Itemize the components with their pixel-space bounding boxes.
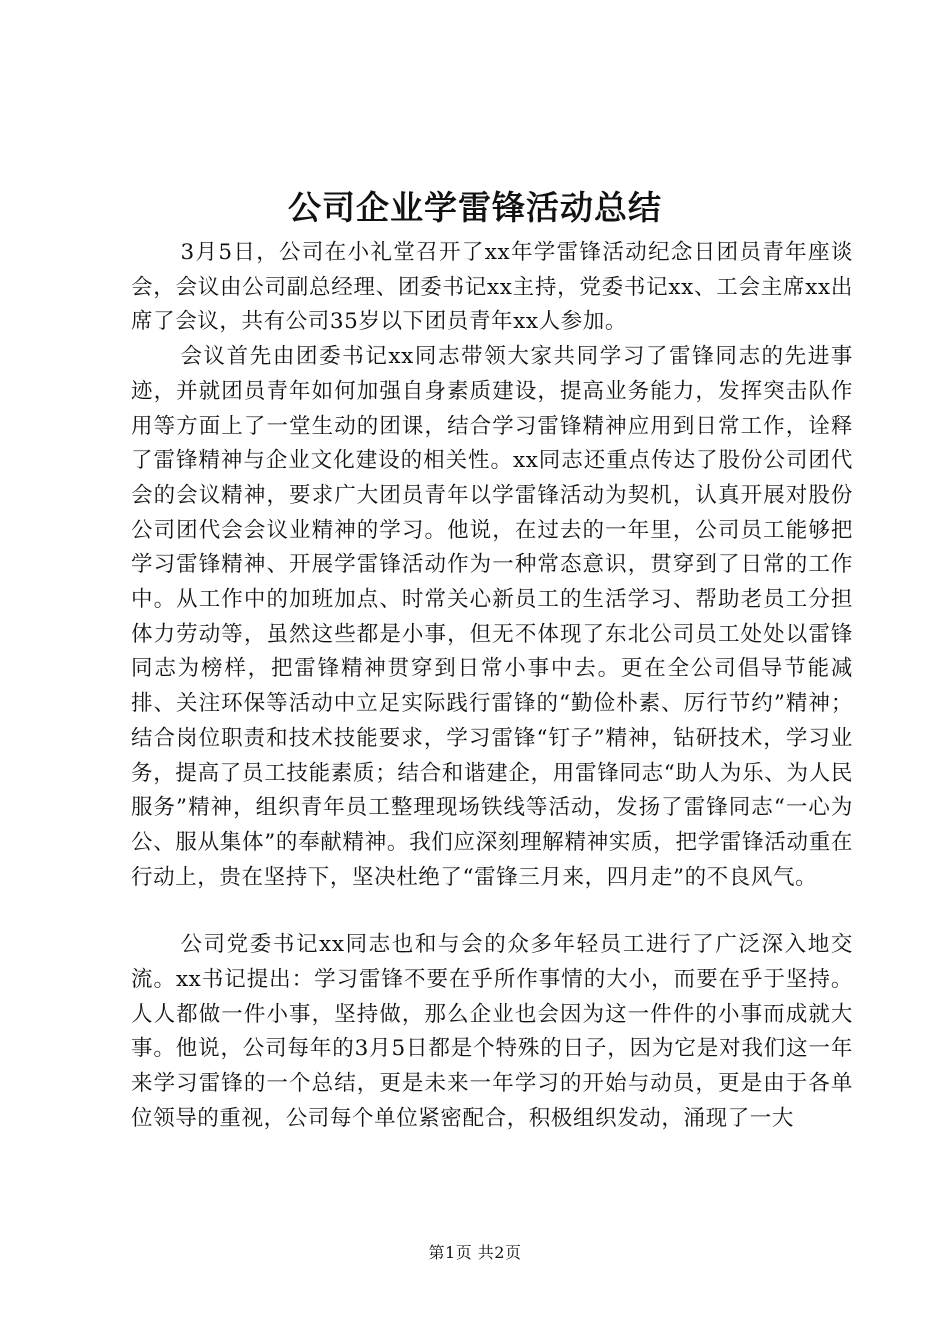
paragraph-3: 公司党委书记xx同志也和与会的众多年轻员工进行了广泛深入地交流。xx书记提出：学习雷锋不要在乎所作事情的大小，而要在乎于坚持。人人都做一件小事，坚持做，那么企业也会因为这一件件的小事而成就大事。他说，公司每年的3月5日都是个特殊的日子，因为它是对我们这一年来学习雷锋的一个总结，更是未来一年学习的开始与动员，更是由于各单位领导的重视，公司每个单位紧密配合，积极组织发动，涌现了一大 xyxy=(131,932,853,1131)
paragraph-1: 3月5日，公司在小礼堂召开了xx年学雷锋活动纪念日团员青年座谈会，会议由公司副总经理、团委书记xx主持，党委书记xx、工会主席xx出席了会议，共有公司35岁以下团员青年xx人参加。 xyxy=(131,240,853,335)
paragraph-spacer xyxy=(131,895,853,928)
paragraph-2: 会议首先由团委书记xx同志带领大家共同学习了雷锋同志的先进事迹，并就团员青年如何加强自身素质建设，提高业务能力，发挥突击队作用等方面上了一堂生动的团课，结合学习雷锋精神应用到日常工作，诠释了雷锋精神与企业文化建设的相关性。xx同志还重点传达了股份公司团代会的会议精神，要求广大团员青年以学雷锋活动为契机，认真开展对股份公司团代会会议业精神的学习。他说，在过去的一年里，公司员工能够把学习雷锋精神、开展学雷锋活动作为一种常态意识，贯穿到了日常的工作中。从工作中的加班加点、时常关心新员工的生活学习、帮助老员工分担体力劳动等，虽然这些都是小事，但无不体现了东北公司员工处处以雷锋同志为榜样，把雷锋精神贯穿到日常小事中去。更在全公司倡导节能减排、关注环保等活动中立足实际践行雷锋的“勤俭朴素、厉行节约”精神；结合岗位职责和技术技能要求，学习雷锋“钉子”精神，钻研技术，学习业务，提高了员工技能素质；结合和谐建企，用雷锋同志“助人为乐、为人民服务”精神，组织青年员工整理现场铁线等活动，发扬了雷锋同志“一心为公、服从集体”的奉献精神。我们应深刻理解精神实质，把学雷锋活动重在行动上，贵在坚持下，坚决杜绝了“雷锋三月来，四月走”的不良风气。 xyxy=(131,344,853,890)
document-body xyxy=(131,236,853,1137)
document-title: 公司企业学雷锋活动总结 xyxy=(288,188,662,227)
page-number-footer: 第1页 共2页 xyxy=(428,1243,522,1262)
